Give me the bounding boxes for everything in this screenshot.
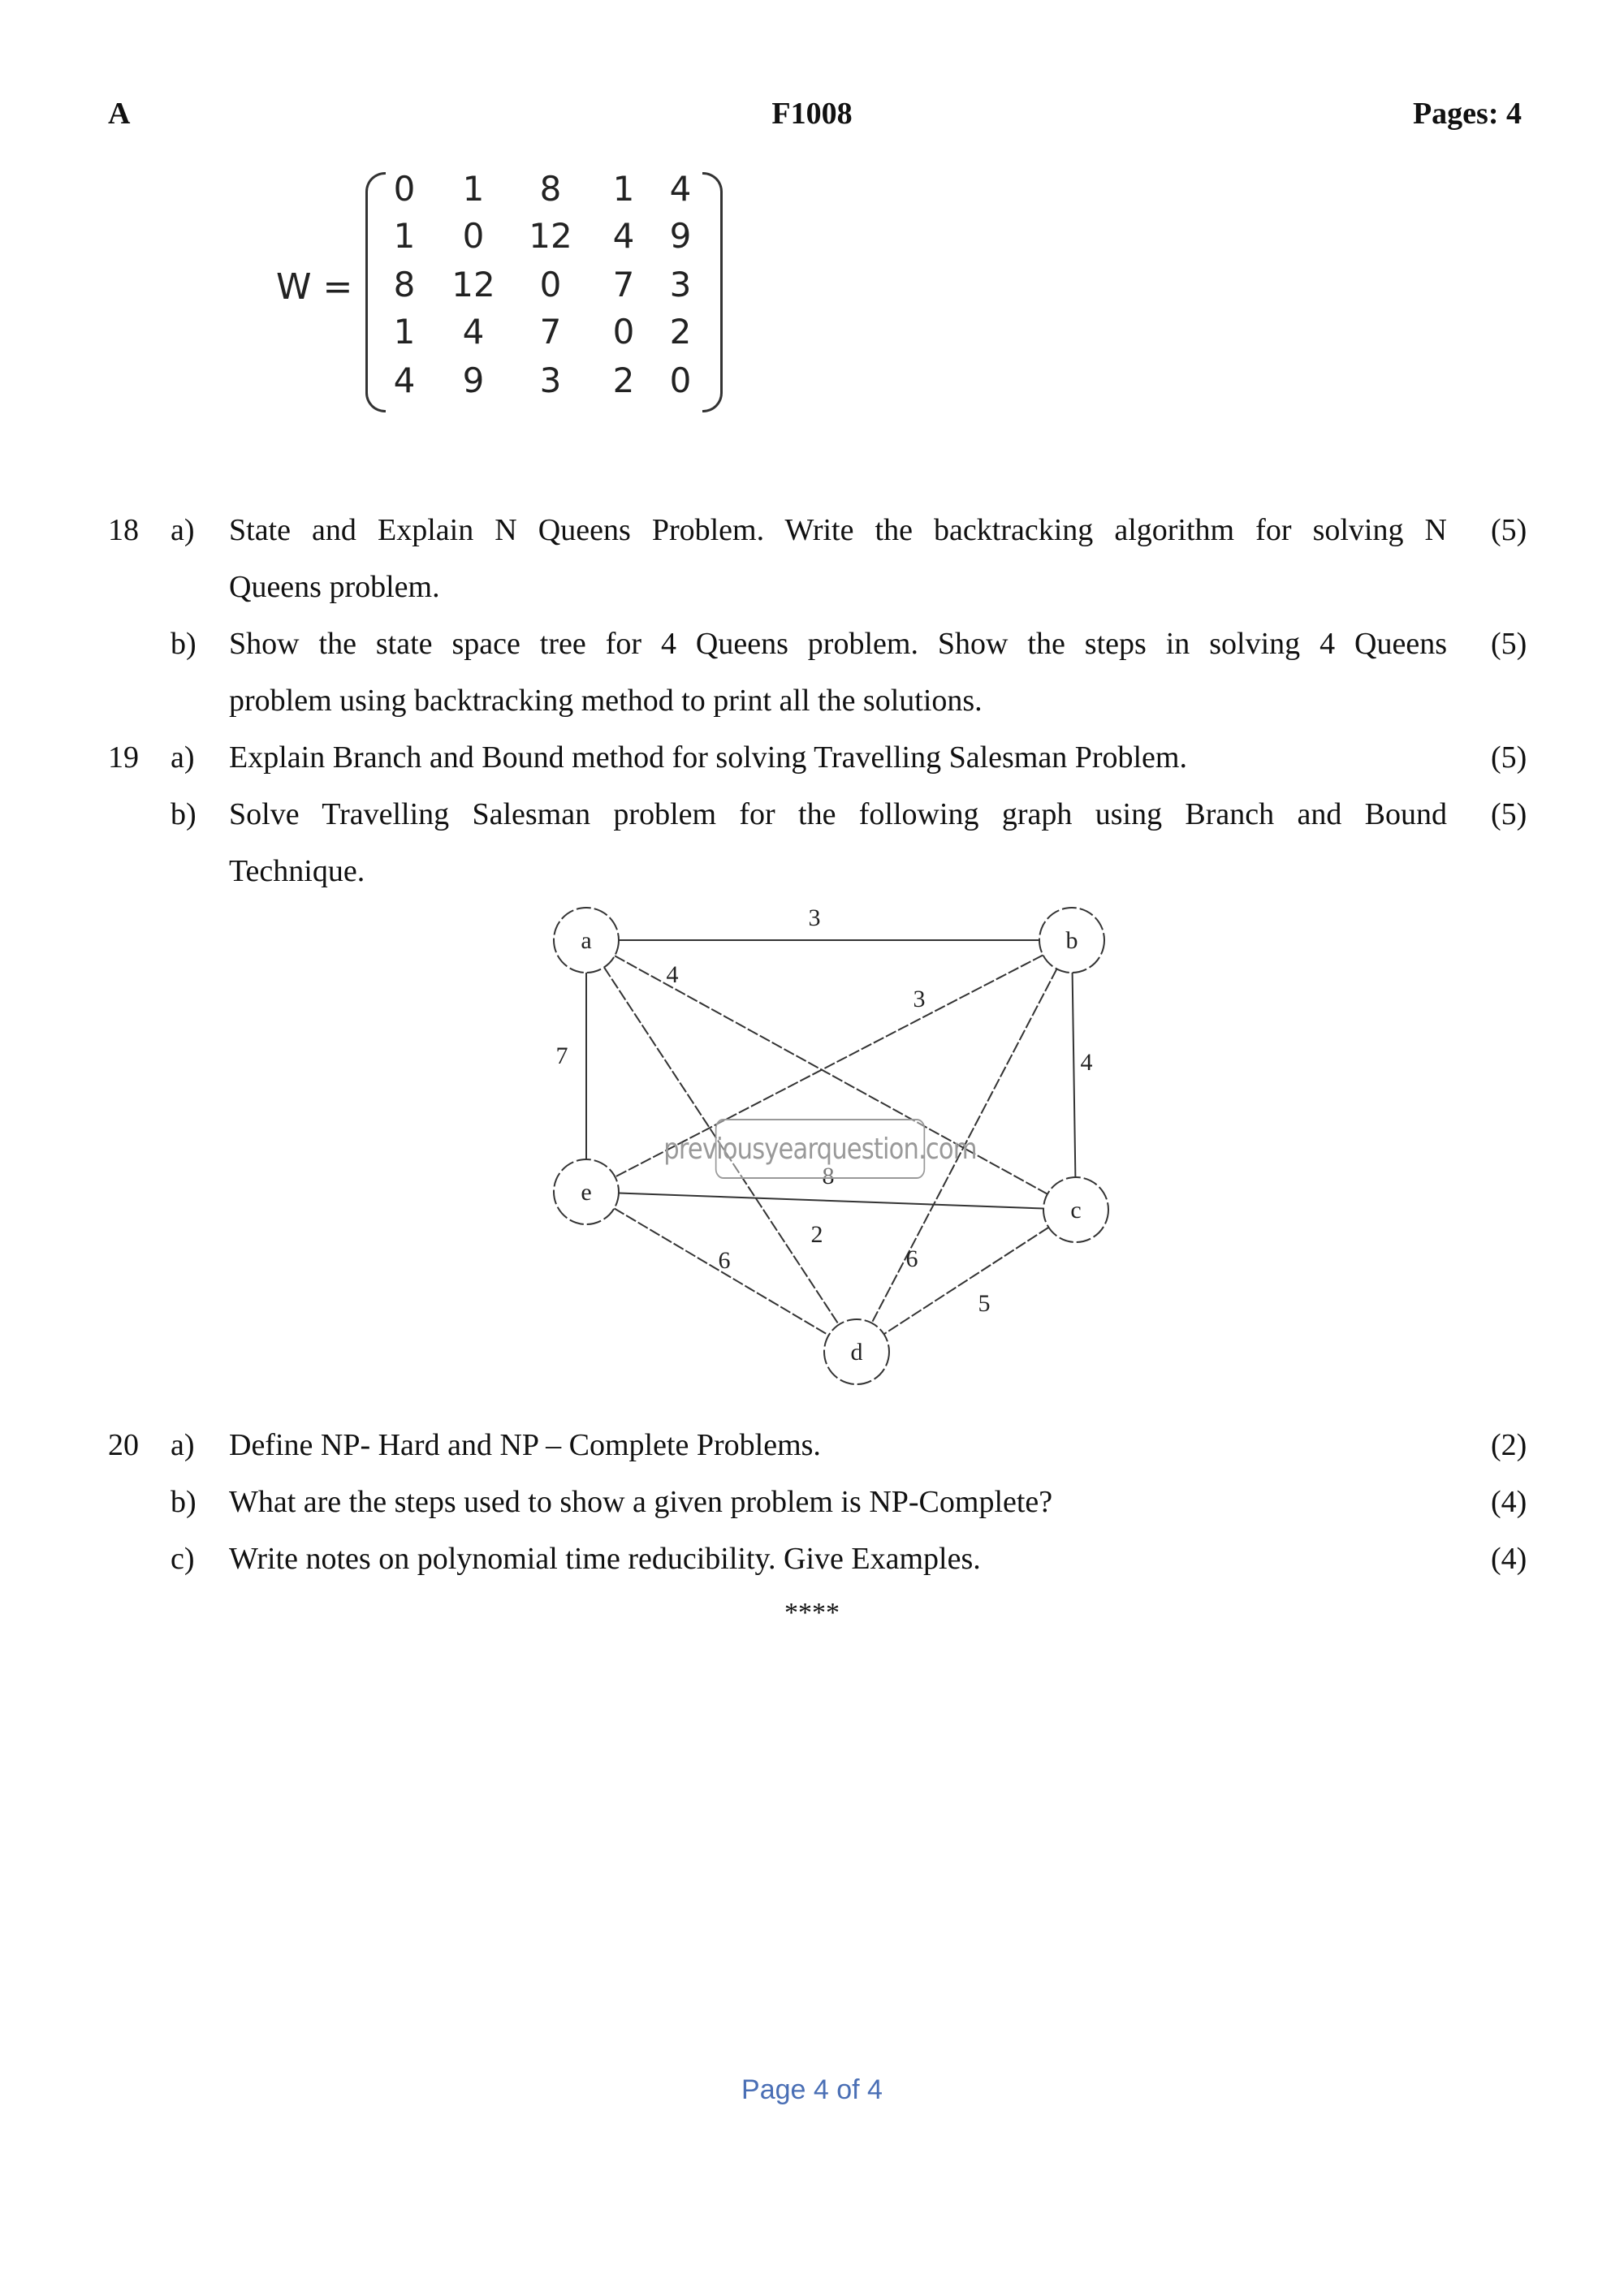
weight-matrix (276, 169, 731, 412)
matrix-cell: 0 (669, 360, 692, 400)
page-footer: Page 4 of 4 (741, 2074, 883, 2105)
question-18b-cont (0, 672, 1624, 729)
question-number: 19 (108, 740, 139, 775)
question-18b (0, 615, 1624, 672)
matrix-cell: 1 (612, 169, 635, 209)
matrix-cell: 4 (612, 216, 635, 256)
question-text: Solve Travelling Salesman problem for the following graph using Branch and Bound (229, 797, 1447, 831)
matrix-cell: 3 (539, 360, 562, 400)
edge-weight-label: 4 (1080, 1049, 1093, 1076)
matrix-cell: 8 (539, 169, 562, 209)
matrix-cell: 4 (669, 169, 692, 209)
graph-node-label: b (1065, 927, 1078, 954)
question-text: Define NP- Hard and NP – Complete Problems. (229, 1428, 821, 1462)
matrix-grid (372, 169, 713, 412)
matrix-cell: 2 (669, 312, 692, 352)
part-label: b) (171, 1485, 197, 1519)
matrix-cell: 12 (529, 216, 572, 256)
matrix-cell: 3 (669, 265, 692, 304)
marks: (2) (1491, 1428, 1527, 1462)
matrix-cell: 0 (539, 265, 562, 304)
question-text: Write notes on polynomial time reducibility. Give Examples. (229, 1542, 981, 1576)
question-number: 20 (108, 1428, 139, 1462)
edge-weight-label: 3 (913, 986, 926, 1012)
edge-weight-label: 3 (808, 904, 821, 931)
question-20b (0, 1474, 1624, 1530)
question-text: State and Explain N Queens Problem. Write the backtracking algorithm for solving N (229, 513, 1447, 547)
question-number: 18 (108, 513, 139, 547)
edge-weight-label: 8 (822, 1163, 835, 1189)
question-19b-cont (0, 843, 1624, 900)
matrix-cell: 12 (451, 265, 495, 304)
question-text: Technique. (229, 854, 365, 888)
marks: (4) (1491, 1542, 1527, 1576)
matrix-cell: 7 (612, 265, 635, 304)
question-19a (0, 729, 1624, 786)
matrix-cell: 4 (393, 360, 416, 400)
paper-code: F1008 (771, 97, 853, 131)
question-text: Queens problem. (229, 570, 440, 604)
matrix-cell: 9 (462, 360, 485, 400)
question-text: What are the steps used to show a given problem is NP-Complete? (229, 1485, 1053, 1519)
marks: (5) (1491, 797, 1527, 831)
matrix-cell: 0 (462, 216, 485, 256)
marks: (5) (1491, 513, 1527, 547)
graph-edge-b-c (1073, 973, 1076, 1177)
matrix-cell: 1 (462, 169, 485, 209)
part-label: a) (171, 740, 195, 775)
question-18a-cont (0, 559, 1624, 615)
watermark: previousyearquestion.com (715, 1119, 925, 1179)
edge-weight-label: 5 (978, 1290, 991, 1317)
question-20c (0, 1530, 1624, 1587)
part-label: b) (171, 797, 197, 831)
marks: (5) (1491, 627, 1527, 661)
graph-node-label: d (850, 1339, 863, 1366)
question-text: problem using backtracking method to print all the solutions. (229, 684, 983, 718)
matrix-cell: 1 (393, 216, 416, 256)
question-19b (0, 786, 1624, 843)
graph-node-label: a (581, 927, 592, 954)
question-20a (0, 1417, 1624, 1474)
graph-node-label: e (581, 1179, 592, 1206)
matrix-cell: 7 (539, 312, 562, 352)
edge-weight-label: 7 (555, 1042, 568, 1069)
paper-set-label: A (108, 97, 131, 131)
matrix-cell: 2 (612, 360, 635, 400)
part-label: a) (171, 1428, 195, 1462)
marks: (5) (1491, 740, 1527, 775)
graph-edge-e-c (619, 1193, 1043, 1208)
question-text: Explain Branch and Bound method for solving Travelling Salesman Problem. (229, 740, 1187, 775)
matrix-cell: 4 (462, 312, 485, 352)
edge-weight-label: 4 (666, 961, 679, 988)
part-label: c) (171, 1542, 195, 1576)
matrix-cell: 1 (393, 312, 416, 352)
matrix-cell: 0 (612, 312, 635, 352)
part-label: b) (171, 627, 197, 661)
question-text: Show the state space tree for 4 Queens problem. Show the steps in solving 4 Queens (229, 627, 1447, 661)
matrix-label: W = (276, 266, 353, 308)
matrix-cell: 8 (393, 265, 416, 304)
page-count: Pages: 4 (1412, 97, 1522, 131)
graph-edge-c-d (884, 1228, 1049, 1334)
matrix-cell: 9 (669, 216, 692, 256)
matrix-cell: 0 (393, 169, 416, 209)
edge-weight-label: 6 (718, 1247, 731, 1274)
edge-weight-label: 6 (905, 1245, 918, 1272)
edge-weight-label: 2 (810, 1221, 823, 1248)
marks: (4) (1491, 1485, 1527, 1519)
end-marker: **** (784, 1598, 840, 1628)
part-label: a) (171, 513, 195, 547)
question-18a (0, 502, 1624, 559)
graph-node-label: c (1070, 1197, 1082, 1224)
